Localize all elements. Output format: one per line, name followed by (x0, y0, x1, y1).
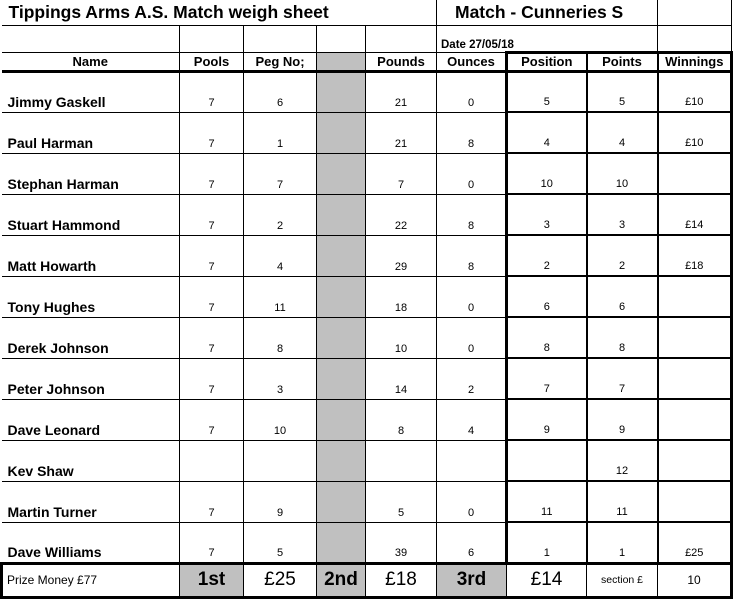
sheet-title: Tippings Arms A.S. Match weigh sheet (2, 0, 437, 25)
points-cell: 2 (587, 235, 658, 276)
pounds-cell: 21 (366, 112, 437, 153)
third-place-amount: £14 (507, 563, 587, 597)
points-cell: 3 (587, 194, 658, 235)
competitor-row (2, 358, 732, 399)
competitor-name: Peter Johnson (2, 358, 180, 399)
ounces-cell: 0 (437, 276, 507, 317)
second-place-label: 2nd (317, 563, 366, 597)
points-cell: 1 (587, 522, 658, 563)
gray-divider-cell (317, 358, 366, 399)
pools-cell: 7 (180, 276, 244, 317)
competitor-name: Derek Johnson (2, 317, 180, 358)
pounds-cell (366, 440, 437, 481)
peg-cell: 4 (244, 235, 317, 276)
header-peg: Peg No; (244, 52, 317, 71)
third-place-label: 3rd (437, 563, 507, 597)
pools-cell: 7 (180, 522, 244, 563)
gray-divider-cell (317, 235, 366, 276)
pounds-cell: 39 (366, 522, 437, 563)
winnings-cell: £14 (658, 194, 732, 235)
winnings-cell (658, 399, 732, 440)
competitor-row (2, 276, 732, 317)
peg-cell: 6 (244, 71, 317, 112)
header-ounces: Ounces (437, 52, 507, 71)
gray-divider-cell (317, 399, 366, 440)
pounds-cell: 29 (366, 235, 437, 276)
gray-divider-cell (317, 52, 366, 71)
peg-cell: 8 (244, 317, 317, 358)
header-row (2, 52, 732, 71)
ounces-cell: 0 (437, 481, 507, 522)
competitor-name: Jimmy Gaskell (2, 71, 180, 112)
ounces-cell: 0 (437, 153, 507, 194)
gray-divider-cell (317, 71, 366, 112)
header-position: Position (507, 52, 587, 71)
competitor-name: Tony Hughes (2, 276, 180, 317)
competitor-name: Stuart Hammond (2, 194, 180, 235)
pounds-cell: 5 (366, 481, 437, 522)
gray-divider-cell (317, 522, 366, 563)
competitor-name: Paul Harman (2, 112, 180, 153)
competitor-name: Stephan Harman (2, 153, 180, 194)
peg-cell: 1 (244, 112, 317, 153)
match-date: Date 27/05/18 (437, 25, 658, 52)
gray-divider-cell (317, 440, 366, 481)
peg-cell: 10 (244, 399, 317, 440)
points-cell: 11 (587, 481, 658, 522)
pools-cell: 7 (180, 112, 244, 153)
points-cell: 10 (587, 153, 658, 194)
position-cell: 10 (507, 153, 587, 194)
position-cell: 6 (507, 276, 587, 317)
pounds-cell: 21 (366, 71, 437, 112)
competitor-row (2, 71, 732, 112)
position-cell: 11 (507, 481, 587, 522)
ounces-cell (437, 440, 507, 481)
peg-cell: 11 (244, 276, 317, 317)
peg-cell: 7 (244, 153, 317, 194)
pools-cell (180, 440, 244, 481)
position-cell: 4 (507, 112, 587, 153)
winnings-cell (658, 276, 732, 317)
competitor-row (2, 399, 732, 440)
pools-cell: 7 (180, 153, 244, 194)
competitor-row (2, 481, 732, 522)
position-cell: 2 (507, 235, 587, 276)
peg-cell: 3 (244, 358, 317, 399)
ounces-cell: 0 (437, 71, 507, 112)
position-cell: 7 (507, 358, 587, 399)
points-cell: 5 (587, 71, 658, 112)
winnings-cell (658, 440, 732, 481)
ounces-cell: 4 (437, 399, 507, 440)
points-cell: 4 (587, 112, 658, 153)
second-place-amount: £18 (366, 563, 437, 597)
section-label: section £ (587, 563, 658, 597)
points-cell: 9 (587, 399, 658, 440)
section-amount: 10 (658, 563, 732, 597)
gray-divider-cell (317, 153, 366, 194)
pounds-cell: 7 (366, 153, 437, 194)
ounces-cell: 0 (437, 317, 507, 358)
winnings-cell (658, 358, 732, 399)
position-cell: 8 (507, 317, 587, 358)
ounces-cell: 8 (437, 112, 507, 153)
winnings-cell: £18 (658, 235, 732, 276)
position-cell: 5 (507, 71, 587, 112)
pools-cell: 7 (180, 358, 244, 399)
gray-divider-cell (317, 481, 366, 522)
competitor-row (2, 153, 732, 194)
competitor-row (2, 112, 732, 153)
match-name: Match - Cunneries S (437, 0, 658, 25)
peg-cell: 9 (244, 481, 317, 522)
competitor-name: Kev Shaw (2, 440, 180, 481)
pools-cell: 7 (180, 481, 244, 522)
points-cell: 8 (587, 317, 658, 358)
ounces-cell: 8 (437, 194, 507, 235)
pounds-cell: 10 (366, 317, 437, 358)
ounces-cell: 2 (437, 358, 507, 399)
points-cell: 6 (587, 276, 658, 317)
prize-row (2, 563, 732, 597)
pounds-cell: 18 (366, 276, 437, 317)
winnings-cell (658, 153, 732, 194)
gray-divider-cell (317, 194, 366, 235)
first-place-amount: £25 (244, 563, 317, 597)
position-cell: 1 (507, 522, 587, 563)
pounds-cell: 14 (366, 358, 437, 399)
ounces-cell: 8 (437, 235, 507, 276)
winnings-cell: £25 (658, 522, 732, 563)
prize-money-total: Prize Money £77 (2, 563, 180, 597)
winnings-cell (658, 317, 732, 358)
first-place-label: 1st (180, 563, 244, 597)
header-pools: Pools (180, 52, 244, 71)
points-cell: 7 (587, 358, 658, 399)
competitor-name: Dave Leonard (2, 399, 180, 440)
pounds-cell: 8 (366, 399, 437, 440)
peg-cell: 2 (244, 194, 317, 235)
winnings-cell (658, 481, 732, 522)
pools-cell: 7 (180, 71, 244, 112)
competitor-name: Matt Howarth (2, 235, 180, 276)
peg-cell (244, 440, 317, 481)
pools-cell: 7 (180, 235, 244, 276)
competitor-row (2, 235, 732, 276)
pools-cell: 7 (180, 317, 244, 358)
competitor-row (2, 522, 732, 563)
position-cell: 9 (507, 399, 587, 440)
position-cell: 3 (507, 194, 587, 235)
winnings-cell: £10 (658, 71, 732, 112)
peg-cell: 5 (244, 522, 317, 563)
gray-divider-cell (317, 112, 366, 153)
competitor-name: Martin Turner (2, 481, 180, 522)
gray-divider-cell (317, 276, 366, 317)
competitor-row (2, 194, 732, 235)
header-pounds: Pounds (366, 52, 437, 71)
header-points: Points (587, 52, 658, 71)
header-name: Name (2, 52, 180, 71)
position-cell (507, 440, 587, 481)
pools-cell: 7 (180, 399, 244, 440)
points-cell: 12 (587, 440, 658, 481)
competitor-row (2, 440, 732, 481)
pools-cell: 7 (180, 194, 244, 235)
ounces-cell: 6 (437, 522, 507, 563)
gray-divider-cell (317, 317, 366, 358)
winnings-cell: £10 (658, 112, 732, 153)
pounds-cell: 22 (366, 194, 437, 235)
competitor-row (2, 317, 732, 358)
competitor-name: Dave Williams (2, 522, 180, 563)
header-winnings: Winnings (658, 52, 732, 71)
